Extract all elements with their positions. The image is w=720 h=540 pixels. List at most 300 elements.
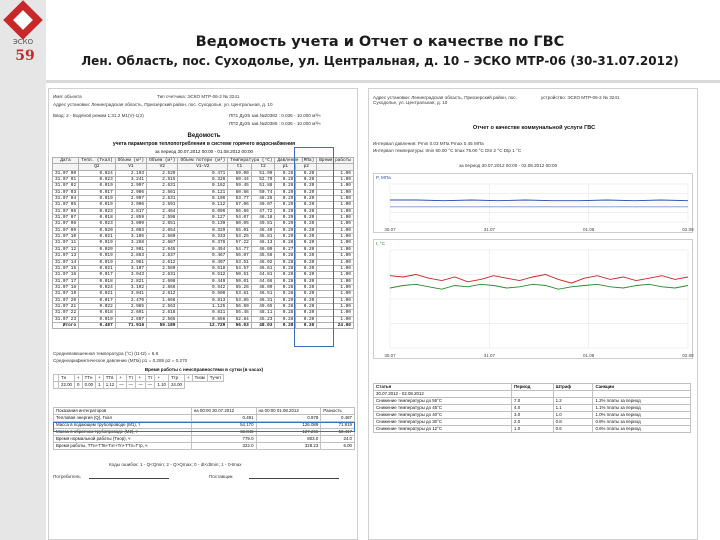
table-cell: 1.00	[317, 189, 354, 195]
table-cell: 2.691	[115, 310, 146, 316]
highlight-heat-row	[53, 422, 355, 432]
table-cell: 1.125	[178, 303, 228, 309]
table-cell: 59.45	[228, 183, 252, 189]
table-subheader-cell: V1	[115, 164, 146, 170]
table-cell: 0.20	[296, 253, 317, 259]
summary-cell: 127.265	[256, 429, 321, 436]
table-cell: 0.28	[275, 284, 296, 290]
table-cell: 48.09	[251, 284, 275, 290]
table-cell: 2.561	[147, 189, 178, 195]
violations-row	[374, 391, 691, 398]
table-cell: 44.81	[251, 272, 275, 278]
x-tick-label: 01.08	[583, 353, 595, 358]
time-block-title: Время работы с неисправностями в сутки (в часах)	[144, 367, 264, 372]
table-cell: 49.65	[251, 303, 275, 309]
table-cell: 31.07 04	[53, 196, 79, 202]
violations-row	[374, 398, 691, 405]
table-cell: 47.72	[251, 208, 275, 214]
table-cell: 1.00	[317, 316, 354, 322]
table-cell: 0.024	[79, 170, 116, 176]
table-cell: 2.631	[147, 183, 178, 189]
summary-header-cell: на 00:00 30.07.2012	[191, 408, 256, 415]
table-cell: 2.612	[147, 259, 178, 265]
summary-cell: 6.00	[321, 443, 355, 450]
table-cell: 2.906	[115, 202, 146, 208]
table-cell: 3.241	[115, 177, 146, 183]
table-cell: 1.00	[317, 303, 354, 309]
violations-cell: 30.07.2012 - 02.08.2012	[374, 391, 512, 398]
violations-cell: 0.8% платы за период	[593, 419, 691, 426]
table-cell: 46.18	[251, 215, 275, 221]
table-cell: 0.019	[79, 183, 116, 189]
table-cell: 57.06	[228, 202, 252, 208]
temperature-chart-svg	[374, 240, 694, 360]
statement-subtitle: учета параметров теплопотребления в системе горячего водоснабжения	[112, 141, 296, 147]
summary-cell: 58.417	[321, 429, 355, 436]
table-cell: 1.00	[317, 272, 354, 278]
error-codes: Коды ошибок: 1 - Q<Qmin; 2 - Q>Qmax; 0 - dt<dtmin; 1 - t>tmax	[109, 462, 242, 467]
table-cell: 0.20	[296, 246, 317, 252]
table-cell: 31.07 09	[53, 227, 79, 233]
violations-cell: Снижение температуры до 45°С	[374, 405, 512, 412]
company-logo	[3, 2, 43, 64]
table-header-cell: Давление (МПа)	[275, 158, 317, 164]
table-cell: 45.81	[251, 234, 275, 240]
table-cell: 2.563	[147, 303, 178, 309]
temperature-chart	[373, 239, 693, 359]
table-cell: 59.00	[228, 170, 252, 176]
table-cell: 0.497	[178, 259, 228, 265]
table-cell: 1.00	[317, 170, 354, 176]
table-subheader-cell: t1	[228, 164, 252, 170]
table-cell: 60.44	[228, 177, 252, 183]
table-cell: 0.28	[275, 177, 296, 183]
table-cell: 1.00	[317, 240, 354, 246]
table-cell: 0.20	[296, 221, 317, 227]
table-cell: 0.018	[79, 215, 116, 221]
summary-cell: 0.978	[256, 415, 321, 422]
table-cell: 31.07 00	[53, 170, 79, 176]
table-cell: 49.81	[251, 221, 275, 227]
violations-cell: 1.2% платы за период	[593, 398, 691, 405]
table-cell: 0.019	[79, 240, 116, 246]
time-cell: —	[136, 382, 145, 389]
table-cell: 46.61	[251, 265, 275, 271]
time-cell: 1.12	[103, 382, 117, 389]
table-cell: 0.28	[275, 278, 296, 284]
table-cell: 3.003	[115, 227, 146, 233]
time-header-cell: +	[117, 375, 126, 382]
table-cell: 0.28	[275, 272, 296, 278]
table-cell: 2.618	[147, 310, 178, 316]
table-cell: 46.09	[251, 246, 275, 252]
table-cell: 2.821	[115, 278, 146, 284]
table-cell: 1.00	[317, 253, 354, 259]
table-cell: 2.589	[147, 265, 178, 271]
table-cell: 31.07 16	[53, 272, 79, 278]
logo-mark-icon	[3, 0, 43, 40]
summary-cell: 71.919	[321, 422, 355, 429]
consumer-label: Потребитель	[53, 474, 81, 479]
report-device: устройство: ЭСКО МТР-06-2 № 3241	[541, 95, 620, 100]
table-cell: 0.20	[296, 208, 317, 214]
table-cell: 46.49	[251, 227, 275, 233]
logo-text: ЭСКО	[12, 38, 34, 46]
table-cell: 2.565	[147, 316, 178, 322]
summary-row	[54, 436, 355, 443]
x-tick-label: 31.07	[483, 353, 495, 358]
table-cell: 1.00	[317, 297, 354, 303]
table-cell: 2.608	[147, 278, 178, 284]
table-cell: 0.28	[275, 291, 296, 297]
summary-cell: Тепловая энергия (Q), Гкал	[54, 415, 192, 422]
table-cell: 0.20	[296, 240, 317, 246]
table-cell: 50.51	[228, 272, 252, 278]
table-cell: 0.019	[79, 259, 116, 265]
table-cell: 51.99	[251, 170, 275, 176]
violations-header-row	[374, 384, 691, 391]
table-cell: 1.00	[317, 183, 354, 189]
slide-subtitle: Лен. Область, пос. Суходолье, ул. Центральная, д. 10 – ЭСКО МТР-06 (30-31.07.2012)	[81, 54, 679, 68]
doc-line2: ПП2 Ду25 зав.№20386 : 0.036 - 10.000 м³/ч	[229, 121, 321, 126]
temperature-chart-label: t, °С	[376, 241, 385, 246]
table-cell: 55.45	[228, 310, 252, 316]
table-cell: 48.11	[251, 310, 275, 316]
table-cell: 0.20	[296, 183, 317, 189]
table-cell: 0.28	[275, 240, 296, 246]
table-total-cell: 0.28	[275, 322, 296, 328]
table-cell: 52.79	[251, 177, 275, 183]
time-cell: 22.00	[59, 382, 75, 389]
time-cell: 24.00	[168, 382, 184, 389]
table-cell: 2.666	[147, 284, 178, 290]
table-cell: 2.901	[115, 246, 146, 252]
table-cell: 0.29	[275, 227, 296, 233]
time-cell: —	[117, 382, 126, 389]
violations-table	[373, 383, 691, 433]
violations-cell: Снижение температуры до 55°С	[374, 398, 512, 405]
time-header-cell: Tт	[145, 375, 155, 382]
violations-cell	[512, 391, 554, 398]
pressure-chart-label: P, МПа	[376, 175, 391, 180]
table-cell: 1.00	[317, 208, 354, 214]
series-line-p1	[390, 200, 688, 201]
violations-row	[374, 426, 691, 433]
table-cell: 0.28	[275, 310, 296, 316]
violations-header-cell: Санкции	[593, 384, 691, 391]
supplier-signature-line	[249, 478, 339, 479]
table-cell: 0.021	[79, 291, 116, 297]
summary-cell: 803.0	[256, 436, 321, 443]
table-cell: 2.645	[147, 246, 178, 252]
table-cell: 31.07 23	[53, 316, 79, 322]
table-cell: 0.019	[79, 202, 116, 208]
table-cell: 2.680	[147, 234, 178, 240]
table-cell: 52.84	[228, 316, 252, 322]
table-cell: 1.00	[317, 227, 354, 233]
summary-header-cell: Разность	[321, 408, 355, 415]
table-cell: 31.07 22	[53, 310, 79, 316]
table-cell: 0.20	[296, 259, 317, 265]
table-subheader-cell: t2	[251, 164, 275, 170]
table-cell: 31.07 20	[53, 297, 79, 303]
table-cell: 2.687	[147, 240, 178, 246]
summary-header-cell: Показания интеграторов	[54, 408, 192, 415]
time-header-cell: +	[96, 375, 104, 382]
table-cell: 2.598	[147, 215, 178, 221]
time-cell: 0.00	[82, 382, 96, 389]
table-subheader-cell: V2	[147, 164, 178, 170]
violations-cell: 1.0% платы за период	[593, 412, 691, 419]
summary-cell: 328.23	[256, 443, 321, 450]
doc-device: Тип счетчика: ЭСКО МТР-06-2 № 3241	[157, 94, 240, 99]
series-line-t2	[390, 284, 688, 289]
time-cell: —	[126, 382, 136, 389]
time-cell: 0	[75, 382, 83, 389]
violations-cell: 4.0	[512, 405, 554, 412]
table-cell: 0.017	[79, 189, 116, 195]
table-cell: 0.29	[275, 234, 296, 240]
violations-cell: 1.0	[512, 426, 554, 433]
table-cell: 0.019	[79, 196, 116, 202]
table-cell: 45.23	[251, 316, 275, 322]
table-cell: 0.021	[79, 265, 116, 271]
summary-cell: 0.487	[321, 415, 355, 422]
time-header-cell: Tизм	[192, 375, 207, 382]
table-cell: 2.193	[115, 170, 146, 176]
table-cell: 31.07 12	[53, 246, 79, 252]
table-cell: 0.449	[178, 278, 228, 284]
violations-cell: 1.1% платы за период	[593, 405, 691, 412]
table-cell: 56.60	[228, 303, 252, 309]
time-cell: 1.10	[155, 382, 169, 389]
table-cell: 0.20	[296, 196, 317, 202]
norm-pressure: Интервал давления: Pmin 0.03 МПа Pmax 0.45 МПа	[373, 141, 484, 146]
summary-row	[54, 415, 355, 422]
x-tick-label: 30.07	[384, 353, 396, 358]
table-total-cell: 24.00	[317, 322, 354, 328]
violations-header-cell: Период	[512, 384, 554, 391]
table-cell: 31.07 03	[53, 189, 79, 195]
table-cell: 0.20	[296, 303, 317, 309]
violations-cell: Снижение температуры до 30°С	[374, 419, 512, 426]
time-header-cell: +	[75, 375, 83, 382]
time-header-cell: Tучет	[207, 375, 223, 382]
table-cell: 0.021	[79, 234, 116, 240]
table-cell: 2.484	[147, 208, 178, 214]
table-cell: 0.28	[275, 259, 296, 265]
table-cell: 46.13	[251, 240, 275, 246]
violations-header-cell: Штраф	[553, 384, 593, 391]
table-cell: 53.85	[228, 297, 252, 303]
table-cell: 53.25	[228, 234, 252, 240]
table-cell: 31.07 05	[53, 202, 79, 208]
table-cell: 0.29	[275, 215, 296, 221]
table-cell: 31.07 02	[53, 183, 79, 189]
table-cell: 0.29	[275, 196, 296, 202]
table-cell: 0.20	[296, 170, 317, 176]
table-cell: 0.20	[296, 189, 317, 195]
table-cell: 0.471	[178, 170, 228, 176]
table-cell: 53.81	[228, 291, 252, 297]
time-header-cell: Tн	[59, 375, 75, 382]
table-cell: 0.20	[296, 278, 317, 284]
table-cell: 60.66	[228, 189, 252, 195]
table-header-cell: Объем (м³)	[147, 158, 178, 164]
table-subheader-cell: p1	[275, 164, 296, 170]
table-cell: 0.127	[178, 215, 228, 221]
avg-temperature-line: Средневзвешенная температура (°С) (t1-t2) = 6.8	[53, 351, 159, 356]
table-cell: 0.20	[296, 310, 317, 316]
violations-cell	[593, 391, 691, 398]
table-cell: 2.997	[115, 183, 146, 189]
table-cell: 1.00	[317, 284, 354, 290]
table-total-cell: 0.487	[79, 322, 116, 328]
table-cell: 0.500	[178, 291, 228, 297]
table-cell: 0.112	[178, 202, 228, 208]
table-cell: 0.139	[178, 221, 228, 227]
table-cell: 46.31	[251, 297, 275, 303]
x-tick-label: 30.07	[384, 227, 396, 232]
time-row	[54, 382, 224, 389]
table-cell: 2.859	[115, 215, 146, 221]
table-cell: 0.20	[296, 215, 317, 221]
table-cell: 0.096	[178, 208, 228, 214]
summary-row	[54, 443, 355, 450]
time-header-row	[54, 375, 224, 382]
table-cell: 0.856	[178, 316, 228, 322]
slide-title: Ведомость учета и Отчет о качестве по ГВС	[195, 34, 565, 50]
table-header-cell: Дата	[53, 158, 79, 164]
table-cell: 0.28	[275, 170, 296, 176]
table-cell: 31.07 07	[53, 215, 79, 221]
table-cell: 0.20	[296, 284, 317, 290]
table-header-cell: Температура (°С)	[228, 158, 275, 164]
summary-cell: 322.0	[191, 443, 256, 450]
table-cell: 31.07 08	[53, 221, 79, 227]
table-cell: 44.66	[251, 278, 275, 284]
violations-cell: 1.2	[553, 398, 593, 405]
table-cell: 2.515	[147, 177, 178, 183]
table-cell: 1.00	[317, 310, 354, 316]
table-cell: 2.631	[147, 272, 178, 278]
table-total-cell: 56.03	[228, 322, 252, 328]
table-cell: 49.07	[251, 202, 275, 208]
table-cell: 2.612	[147, 291, 178, 297]
violations-cell: 0.6	[553, 426, 593, 433]
time-cell: 1	[96, 382, 104, 389]
pressure-chart	[373, 173, 693, 233]
time-header-cell: Tтр	[168, 375, 184, 382]
table-cell: 0.320	[178, 177, 228, 183]
summary-cell: 779.0	[191, 436, 256, 443]
table-cell: 31.07 17	[53, 278, 79, 284]
table-total-cell: Итого	[53, 322, 79, 328]
table-cell: 0.023	[79, 177, 116, 183]
logo-years: 59	[15, 48, 35, 64]
table-cell: 31.07 11	[53, 240, 79, 246]
highlight-pressure-column	[294, 147, 334, 347]
table-cell: 0.29	[275, 189, 296, 195]
table-cell: 31.07 10	[53, 234, 79, 240]
table-cell: 0.020	[79, 227, 116, 233]
table-cell: 2.961	[115, 259, 146, 265]
table-cell: 0.454	[178, 246, 228, 252]
table-cell: 0.28	[275, 265, 296, 271]
doc-input: Ввод: 2 - Водяной режим 1;31.2 М1(V)-1(2)	[53, 113, 144, 118]
violations-cell: 1.1	[553, 405, 593, 412]
summary-cell: 54.170	[191, 422, 256, 429]
summary-cell: Масса в обратном трубопроводе (М2), т	[54, 429, 192, 436]
table-cell: 57.22	[228, 240, 252, 246]
table-total-cell: 0.20	[296, 322, 317, 328]
doc-line1: ПП1 Ду25 зав.№20382 : 0.036 - 10.000 м³/ч	[229, 113, 321, 118]
table-cell: 0.28	[275, 303, 296, 309]
table-cell: 48.26	[251, 196, 275, 202]
table-cell: 46.51	[251, 291, 275, 297]
summary-cell: Время работы, ТТн+TТв+Tэт+Tп+TTп=Tтр, ч	[54, 443, 192, 450]
table-cell: 50.01	[228, 278, 252, 284]
x-tick-label: 02.08	[682, 353, 694, 358]
table-header-cell: Тепл. (Гкал)	[79, 158, 116, 164]
table-cell: 31.07 15	[53, 265, 79, 271]
table-cell: 54.57	[228, 265, 252, 271]
consumer-signature-line	[89, 478, 169, 479]
table-cell: 53.77	[228, 196, 252, 202]
table-cell: 0.20	[296, 234, 317, 240]
table-cell: 1.00	[317, 234, 354, 240]
table-cell: 3.107	[115, 265, 146, 271]
table-header-cell: Объем (м³)	[115, 158, 146, 164]
time-header-cell: +	[184, 375, 192, 382]
table-subheader-cell: p2	[296, 164, 317, 170]
table-cell: 2.654	[147, 227, 178, 233]
table-cell: 0.106	[178, 196, 228, 202]
table-cell: 0.29	[275, 208, 296, 214]
table-cell: 50.74	[251, 189, 275, 195]
avg-pressure-line: Среднеарифметическое давление (МПа) p1 = 0.285 p2 = 0.270	[53, 358, 188, 363]
summary-cell: 0.491	[191, 415, 256, 422]
table-cell: 1.00	[317, 265, 354, 271]
table-cell: 0.542	[178, 284, 228, 290]
violations-row	[374, 412, 691, 419]
table-cell: 1.00	[317, 202, 354, 208]
table-cell: 1.00	[317, 196, 354, 202]
summary-header-cell: на 00:00 01.08.2012	[256, 408, 321, 415]
violations-cell: 0.6% платы за период	[593, 426, 691, 433]
x-tick-label: 31.07	[483, 227, 495, 232]
table-cell: 1.00	[317, 177, 354, 183]
table-total-cell: 71.916	[115, 322, 146, 328]
table-cell: 1.00	[317, 278, 354, 284]
table-cell: 0.017	[79, 297, 116, 303]
table-cell: 0.512	[178, 272, 228, 278]
table-cell: 0.022	[79, 303, 116, 309]
table-cell: 0.518	[178, 265, 228, 271]
time-table	[53, 374, 224, 389]
table-cell: 1.00	[317, 215, 354, 221]
time-header-cell: TTв	[103, 375, 117, 382]
table-cell: 46.02	[251, 259, 275, 265]
table-cell: 31.07 18	[53, 284, 79, 290]
violations-header-cell: Статья	[374, 384, 512, 391]
table-cell: 0.20	[296, 202, 317, 208]
table-cell: 0.811	[178, 310, 228, 316]
table-cell: 0.29	[275, 221, 296, 227]
statement-document	[48, 88, 358, 540]
table-cell: 2.817	[115, 208, 146, 214]
table-cell: 3.009	[115, 221, 146, 227]
